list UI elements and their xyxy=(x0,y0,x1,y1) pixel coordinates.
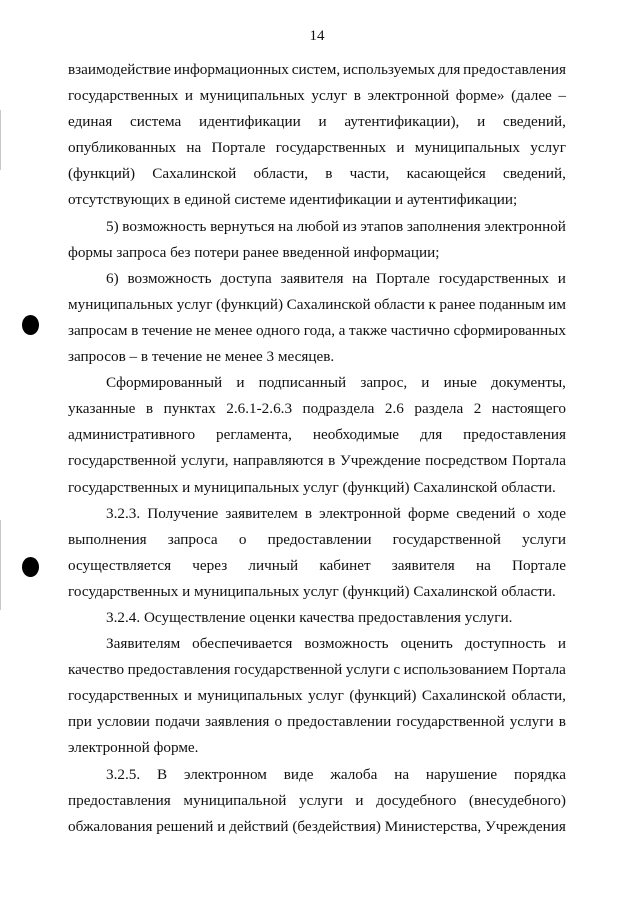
word: Учреждение xyxy=(339,452,421,470)
text-line: отсутствующих в единой системе идентификации и аутентификации; xyxy=(68,191,518,209)
word: муниципальной xyxy=(183,791,287,809)
text-line xyxy=(68,135,566,161)
word: электронной xyxy=(319,504,401,522)
word: Министерства, xyxy=(384,817,482,835)
text-line: 3.2.4. Осуществление оценки качества предоставления услуги. xyxy=(106,608,513,626)
word: 3.2.5. xyxy=(106,765,141,783)
word: и xyxy=(355,791,364,809)
word: предоставлении xyxy=(267,530,372,548)
word: через xyxy=(192,556,228,574)
word: электронной xyxy=(367,87,450,105)
word: также xyxy=(349,321,387,339)
word: выполнения xyxy=(68,530,147,548)
word: не xyxy=(195,321,211,339)
word: возможность xyxy=(122,217,207,235)
text-line xyxy=(68,788,566,814)
word: муниципальных xyxy=(199,87,305,105)
word: Сахалинской xyxy=(286,295,371,313)
word: государственных xyxy=(438,269,550,287)
word: Учреждения xyxy=(484,817,566,835)
word: заявителя xyxy=(280,269,344,287)
word: государственной xyxy=(68,452,177,470)
word: возможность xyxy=(304,635,389,653)
word: запроса xyxy=(167,530,218,548)
text-line: государственных и муниципальных услуг (функций) Сахалинской области. xyxy=(68,582,556,600)
word: для xyxy=(419,426,443,444)
word: Портале xyxy=(511,556,566,574)
word: сведений, xyxy=(502,113,566,131)
word: раздела xyxy=(414,400,464,418)
word: в xyxy=(325,165,333,183)
word: В xyxy=(157,765,168,783)
word: заявителем xyxy=(225,504,298,522)
word: при xyxy=(68,713,92,731)
word: ранее xyxy=(439,295,476,313)
word: административного xyxy=(68,426,196,444)
word: доступность xyxy=(464,635,546,653)
word: и xyxy=(183,687,192,705)
word: 6) xyxy=(106,269,119,287)
text-line xyxy=(68,318,566,344)
word: указанные xyxy=(68,400,136,418)
word: любой xyxy=(296,217,340,235)
word: предоставления xyxy=(68,791,171,809)
word: вернуться xyxy=(210,217,275,235)
word: течение xyxy=(141,321,193,339)
word: иные xyxy=(443,374,477,392)
word: настоящего xyxy=(491,400,566,418)
word: и xyxy=(318,113,327,131)
word: форме xyxy=(407,504,450,522)
word: в xyxy=(131,321,139,339)
text-line xyxy=(68,370,566,396)
word: на xyxy=(278,217,294,235)
word: Получение xyxy=(147,504,219,522)
text-line xyxy=(68,709,566,735)
word: муниципальных xyxy=(414,139,520,157)
word: взаимодействие xyxy=(68,61,171,78)
word: о xyxy=(274,713,283,731)
word: досудебного xyxy=(376,791,457,809)
word: осуществляется xyxy=(68,556,172,574)
word: и xyxy=(557,635,566,653)
word: для xyxy=(438,61,461,78)
word: обжалования xyxy=(68,817,153,835)
word: 2 xyxy=(473,400,482,418)
word: области, xyxy=(511,687,566,705)
word: и xyxy=(217,817,226,835)
word: кабинет xyxy=(319,556,371,574)
word: области xyxy=(374,295,425,313)
word: запрос, xyxy=(360,374,408,392)
word: (функций) xyxy=(215,295,284,313)
word: услуги xyxy=(522,530,566,548)
word: менее xyxy=(214,321,253,339)
word: а xyxy=(338,321,346,339)
word: сведений, xyxy=(502,165,566,183)
word: – xyxy=(558,87,566,105)
punch-hole xyxy=(22,557,39,577)
word: Портале xyxy=(211,139,266,157)
word: решений xyxy=(156,817,214,835)
word: условии xyxy=(97,713,150,731)
word: касающейся xyxy=(406,165,486,183)
word: (бездействия) xyxy=(292,817,381,835)
word: услуг xyxy=(308,687,344,705)
word: предоставлении xyxy=(287,713,392,731)
word: (функций) xyxy=(68,165,136,183)
word: частично xyxy=(390,321,450,339)
word: в xyxy=(145,400,154,418)
word: Портале xyxy=(375,269,430,287)
word: использованием xyxy=(403,661,509,679)
word: (далее xyxy=(511,87,552,105)
word: 2.6.1-2.6.3 xyxy=(226,400,293,418)
text-line xyxy=(68,448,566,474)
word: 5) xyxy=(106,217,119,235)
word: сформированных xyxy=(453,321,566,339)
word: действий xyxy=(229,817,289,835)
word: государственной xyxy=(396,713,505,731)
punch-hole xyxy=(22,315,39,335)
word: услуг xyxy=(176,295,213,313)
word: порядка xyxy=(514,765,566,783)
word: государственной xyxy=(234,661,343,679)
word: Заявителям xyxy=(106,635,181,653)
word: в xyxy=(304,504,312,522)
text-line xyxy=(68,683,566,709)
word: муниципальных xyxy=(197,687,303,705)
word: Сахалинской xyxy=(152,165,237,183)
word: на xyxy=(475,556,491,574)
word: нарушение xyxy=(425,765,498,783)
text-line xyxy=(68,527,566,553)
word: 2.6 xyxy=(384,400,404,418)
word: подписанный xyxy=(258,374,347,392)
word: (функций) xyxy=(349,687,417,705)
word: необходимые xyxy=(312,426,400,444)
word: Портала xyxy=(511,452,566,470)
word: 3.2.3. xyxy=(106,504,141,522)
word: Сахалинской xyxy=(421,687,506,705)
text-line xyxy=(68,266,566,292)
word: жалоба xyxy=(330,765,378,783)
word: обеспечивается xyxy=(192,635,293,653)
word: заявителя xyxy=(391,556,455,574)
word: используемых xyxy=(343,61,436,78)
text-line xyxy=(68,396,566,422)
word: им xyxy=(548,295,566,313)
word: Сформированный xyxy=(106,374,223,392)
word: документы, xyxy=(490,374,566,392)
word: единая xyxy=(68,113,113,131)
word: на xyxy=(186,139,202,157)
text-line xyxy=(68,814,566,840)
word: опубликованных xyxy=(68,139,177,157)
word: и xyxy=(396,139,405,157)
word: предоставления xyxy=(463,61,566,78)
word: государственных xyxy=(68,687,179,705)
word: электронном xyxy=(183,765,267,783)
word: государственной xyxy=(392,530,501,548)
word: и xyxy=(477,113,486,131)
text-line xyxy=(68,57,566,83)
text-line xyxy=(68,109,566,135)
word: виде xyxy=(283,765,314,783)
word: посредством xyxy=(425,452,508,470)
text-line xyxy=(68,161,566,187)
word: в xyxy=(353,87,361,105)
scan-edge-mark xyxy=(0,520,1,610)
word: государственных xyxy=(275,139,387,157)
word: из xyxy=(342,217,357,235)
word: система xyxy=(130,113,182,131)
word: регламента, xyxy=(215,426,292,444)
word: услуг xyxy=(530,139,566,157)
word: к xyxy=(428,295,436,313)
word: качество xyxy=(68,661,125,679)
word: этапов xyxy=(360,217,404,235)
word: и xyxy=(421,374,430,392)
word: поданным xyxy=(478,295,545,313)
word: услуги xyxy=(298,791,343,809)
word: аутентификации), xyxy=(344,113,460,131)
word: части, xyxy=(349,165,390,183)
text-line: формы запроса без потери ранее введенной информации; xyxy=(68,243,440,261)
text-line: электронной форме. xyxy=(68,739,199,757)
word: возможность xyxy=(127,269,212,287)
word: и xyxy=(557,269,566,287)
word: оценить xyxy=(400,635,453,653)
word: и xyxy=(184,87,194,105)
word: направляются xyxy=(233,452,324,470)
word: предоставления xyxy=(127,661,231,679)
word: ходе xyxy=(537,504,566,522)
text-line xyxy=(68,657,566,683)
word: с xyxy=(393,661,401,679)
word: услуги, xyxy=(180,452,229,470)
word: идентификации xyxy=(199,113,301,131)
word: в xyxy=(328,452,336,470)
text-line: государственных и муниципальных услуг (функций) Сахалинской области. xyxy=(68,478,556,496)
word: предоставления xyxy=(463,426,566,444)
word: систем, xyxy=(291,61,341,78)
word: года, xyxy=(303,321,336,339)
text-line xyxy=(68,292,566,318)
word: Портала xyxy=(511,661,566,679)
word: услуги xyxy=(509,713,554,731)
text-line xyxy=(68,422,566,448)
text-line xyxy=(68,501,566,527)
word: услуги xyxy=(345,661,390,679)
word: и xyxy=(236,374,245,392)
word: подачи xyxy=(155,713,200,731)
word: сведений xyxy=(456,504,516,522)
text-line: запросов – в течение не менее 3 месяцев. xyxy=(68,348,335,366)
scan-edge-mark xyxy=(0,110,1,170)
word: пунктах xyxy=(163,400,216,418)
word: заполнения xyxy=(406,217,481,235)
word: на xyxy=(394,765,410,783)
word: муниципальных xyxy=(68,295,174,313)
word: услуг xyxy=(311,87,348,105)
word: личный xyxy=(248,556,299,574)
word: о xyxy=(238,530,247,548)
word: о xyxy=(522,504,531,522)
word: в xyxy=(558,713,566,731)
word: (внесудебного) xyxy=(468,791,566,809)
word: информационных xyxy=(173,61,289,78)
word: государственных xyxy=(68,87,179,105)
text-line xyxy=(68,631,566,657)
text-line xyxy=(68,214,566,240)
word: на xyxy=(352,269,368,287)
text-line xyxy=(68,553,566,579)
page-number: 14 xyxy=(309,28,325,44)
document-body xyxy=(68,57,566,840)
text-line xyxy=(68,83,566,109)
word: доступа xyxy=(220,269,272,287)
word: запросам xyxy=(68,321,128,339)
word: подраздела xyxy=(302,400,375,418)
text-line xyxy=(68,762,566,788)
word: одного xyxy=(256,321,301,339)
word: форме» xyxy=(455,87,505,105)
word: электронной xyxy=(484,217,566,235)
word: области, xyxy=(253,165,309,183)
word: заявления xyxy=(205,713,270,731)
